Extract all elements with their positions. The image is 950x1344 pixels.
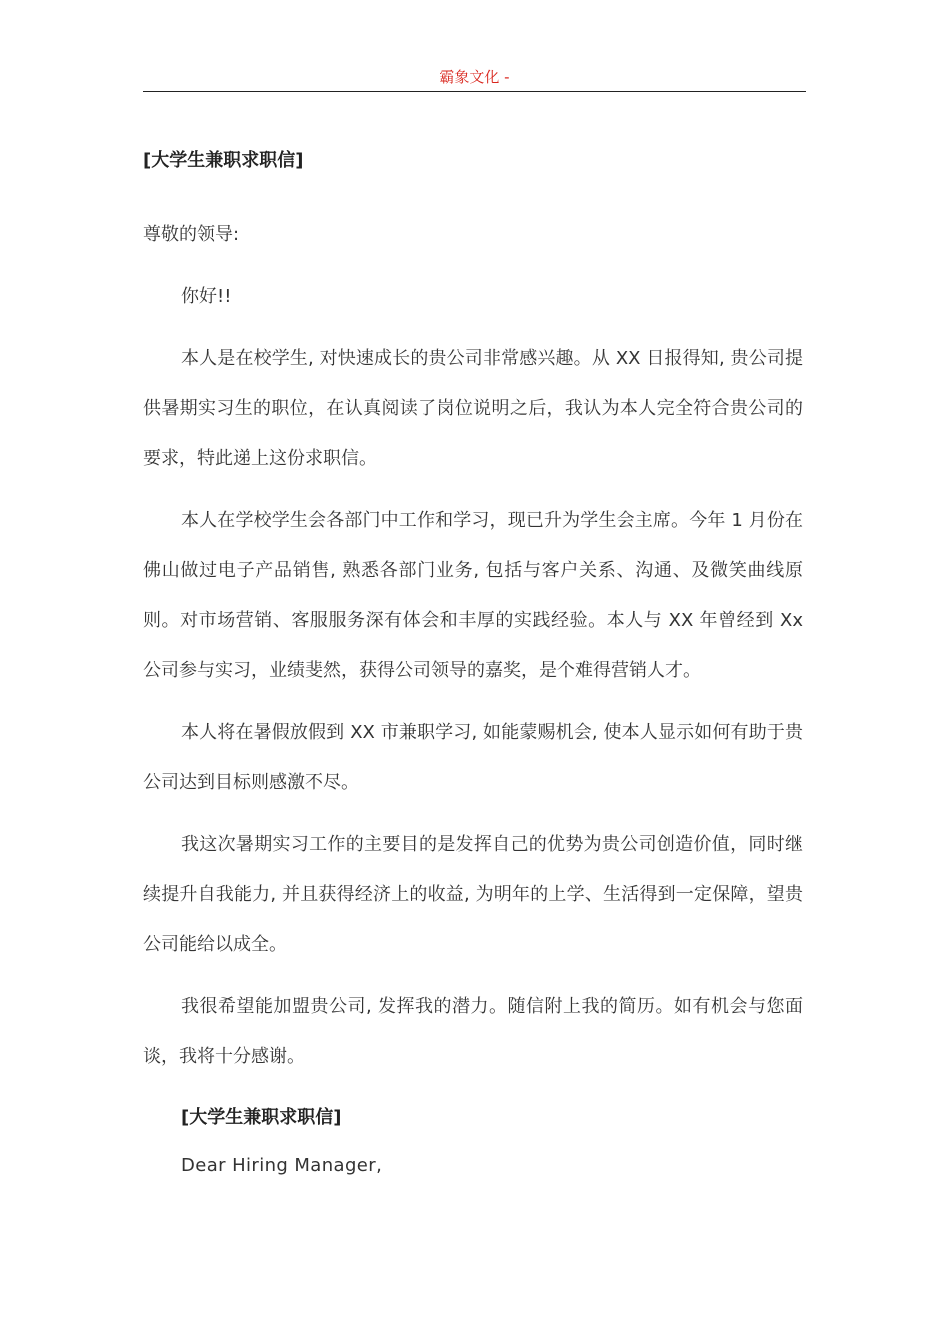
experience-paragraph: 本人在学校学生会各部门中工作和学习，现已升为学生会主席。今年 1 月份在佛山做过电子产品销售, 熟悉各部门业务, 包括与客户关系、沟通、及微笑曲线原则。对市场营销、客服服务深有体会和丰厚的实践经验。本人与 XX 年曾经到 Xx 公司参与实习，业绩斐然，获得公司领导的嘉奖，是个难得营销人才。 — [143, 510, 803, 681]
greeting-paragraph: 你好!! — [181, 286, 232, 307]
header-brand-text: 霸象文化 - — [439, 68, 510, 86]
page-header — [143, 66, 806, 92]
closing-paragraph: 我很希望能加盟贵公司, 发挥我的潜力。随信附上我的简历。如有机会与您面谈，我将十分感谢。 — [143, 996, 803, 1067]
document-body — [143, 136, 803, 1190]
availability-paragraph: 本人将在暑假放假到 XX 市兼职学习, 如能蒙赐机会, 使本人显示如何有助于贵公司达到目标则感激不尽。 — [143, 722, 803, 793]
intro-paragraph: 本人是在校学生, 对快速成长的贵公司非常感兴趣。从 XX 日报得知, 贵公司提供暑期实习生的职位，在认真阅读了岗位说明之后，我认为本人完全符合贵公司的要求，特此递上这份求职信。 — [143, 348, 803, 469]
second-document-title: [大学生兼职求职信] — [181, 1107, 342, 1128]
document-title: [大学生兼职求职信] — [143, 150, 304, 171]
english-salutation: Dear Hiring Manager, — [181, 1155, 383, 1176]
goal-paragraph: 我这次暑期实习工作的主要目的是发挥自己的优势为贵公司创造价值，同时继续提升自我能力, 并且获得经济上的收益, 为明年的上学、生活得到一定保障，望贵公司能给以成全。 — [143, 834, 803, 955]
salutation: 尊敬的领导: — [143, 224, 240, 245]
